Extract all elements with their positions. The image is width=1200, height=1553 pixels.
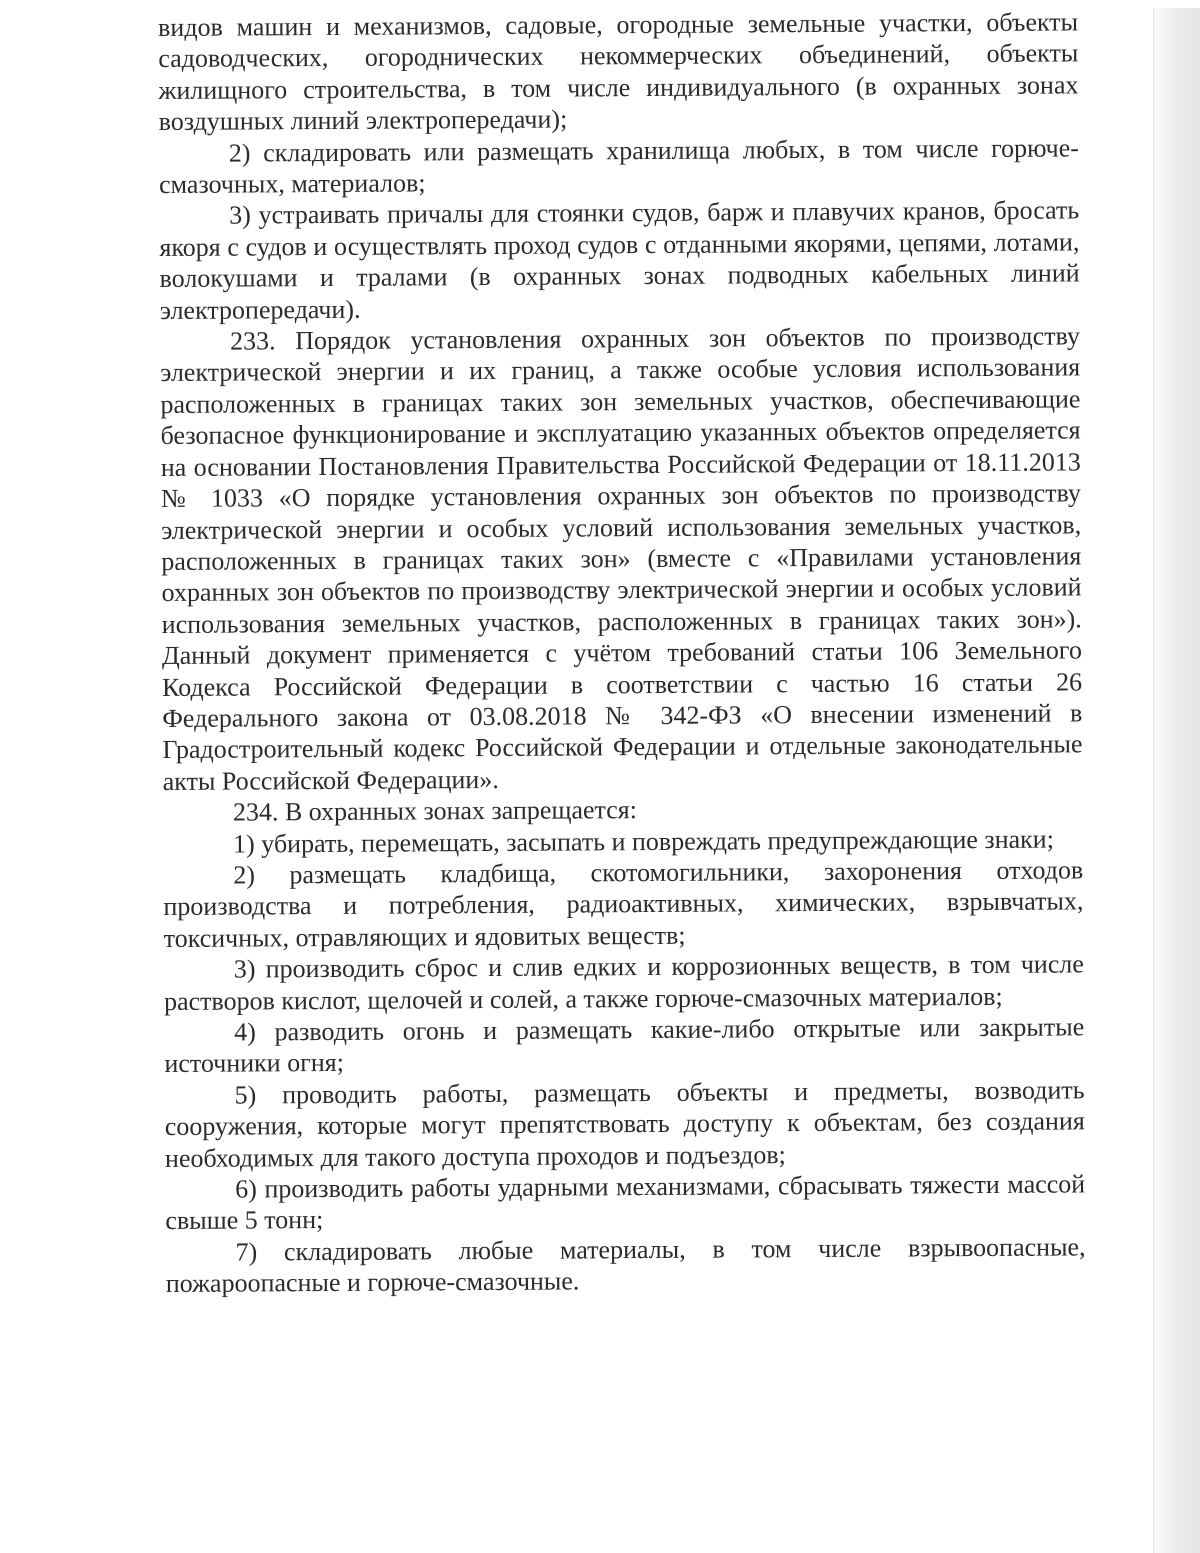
page-edge-shadow xyxy=(1153,8,1200,1553)
list-item-3-moorings: 3) устраивать причалы для стоянки судов, барж и плавучих кранов, бросать якоря с судов и осуществлять проход судов с отданными якорями, цепями, лотами, волокушами и тралами (в охранных зонах подводных кабельных линий электропередачи). xyxy=(159,195,1080,325)
document-body xyxy=(158,6,1086,1299)
prohibition-item-1: 1) убирать, перемещать, засыпать и повреждать предупреждающие знаки; xyxy=(232,824,1054,859)
list-item-2-storage: 2) складировать или размещать хранилища любых, в том числе горюче-смазочных, материалов; xyxy=(158,133,1079,200)
prohibition-item-3: 3) производить сброс и слив едких и коррозионных веществ, в том числе растворов кислот, щелочей и солей, а также горюче-смазочных материалов; xyxy=(163,949,1084,1016)
prohibition-item-2: 2) размещать кладбища, скотомогильники, захоронения отходов производства и потребления, радиоактивных, химических, взрывчатых, токсичных, отравляющих и ядовитых веществ; xyxy=(163,855,1084,953)
prohibition-item-7: 7) складировать любые материалы, в том числе взрывоопасные, пожароопасные и горюче-смазочные. xyxy=(165,1232,1086,1299)
paragraph-233: 233. Порядок установления охранных зон объектов по производству электрической энергии и их границ, а также особые условия использования расположенных в границах таких зон земельных участков, обеспечивающие безопасное функционирование и эксплуатацию указанных объектов определяется на основании Постановления Правительства Российской Федерации от 18.11.2013 № 1033 «О порядке установления охранных зон объектов по производству электрической энергии и особых условий использования земельных участков, расположенных в границах таких зон» (вместе с «Правилами установления охранных зон объектов по производству электрической энергии и особых условий использования земельных участков, расположенных в границах таких зон»). Данный документ применяется с учётом требований статьи 106 Земельного Кодекса Российской Федерации в соответствии с частью 16 статьи 26 Федерального закона от 03.08.2018 № 342-ФЗ «О внесении изменений в Градостроительный кодекс Российской Федерации и отдельные законодательные акты Российской Федерации». xyxy=(160,321,1083,796)
paragraph-continuation: видов машин и механизмов, садовые, огородные земельные участки, объекты садоводческих, огороднических некоммерческих объединений, объекты жилищного строительства, в том числе индивидуального (в охранных зонах воздушных линий электропередачи); xyxy=(158,7,1079,137)
prohibition-item-6: 6) производить работы ударными механизмами, сбрасывать тяжести массой свыше 5 тонн; xyxy=(165,1169,1086,1236)
prohibition-item-5: 5) проводить работы, размещать объекты и предметы, возводить сооружения, которые могут препятствовать доступу к объектам, без создания необходимых для такого доступа проходов и подъездов; xyxy=(164,1075,1085,1173)
paragraph-234-heading: 234. В охранных зонах запрещается: xyxy=(232,795,638,827)
prohibition-item-4: 4) разводить огонь и размещать какие-либо открытые или закрытые источники огня; xyxy=(164,1012,1085,1079)
